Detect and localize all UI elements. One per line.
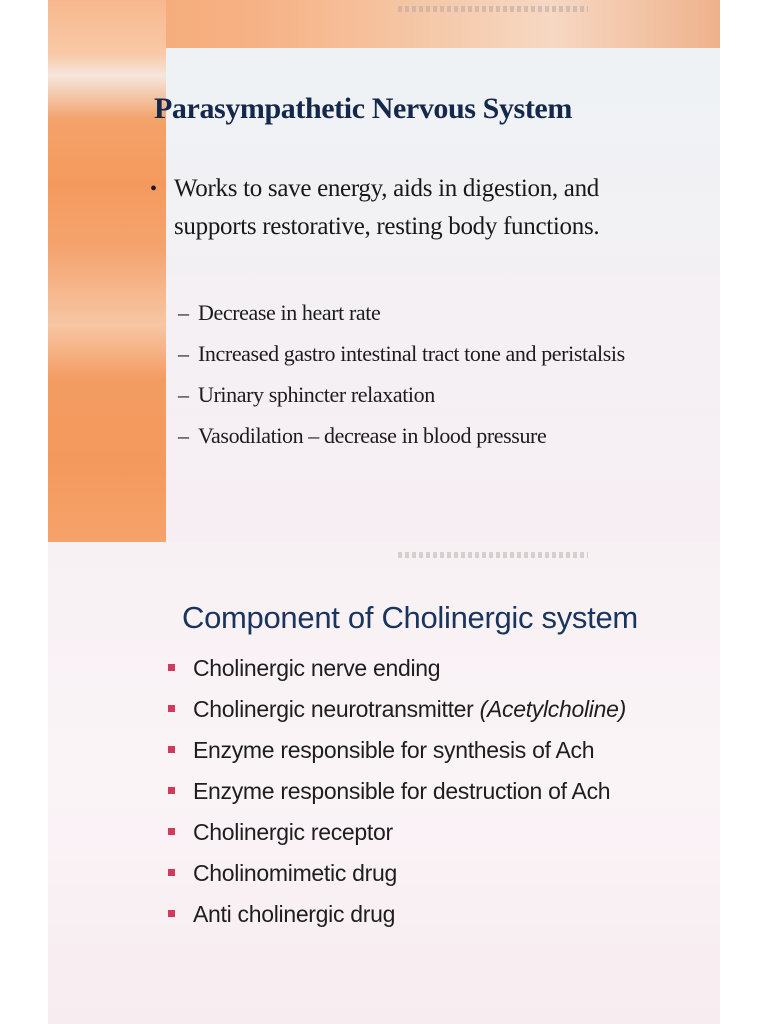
square-bullet-icon — [168, 746, 175, 753]
square-bullet-icon — [168, 910, 175, 917]
slide-top-sub-list — [178, 296, 648, 460]
bullet-dot-icon: • — [150, 178, 157, 200]
list-item: – Urinary sphincter relaxation — [178, 378, 648, 412]
list-item: – Decrease in heart rate — [178, 296, 648, 330]
slide-top-title: Parasympathetic Nervous System — [154, 92, 572, 125]
slide-top-main-bullet — [150, 170, 620, 246]
list-item: – Increased gastro intestinal tract tone and peristalsis — [178, 337, 648, 371]
slide-bottom-list — [168, 648, 626, 935]
dash-icon: – — [178, 300, 189, 325]
slide-cholinergic — [48, 542, 720, 1024]
square-bullet-icon — [168, 828, 175, 835]
list-item: Cholinomimetic drug — [168, 853, 626, 894]
slide-left-orange-band — [48, 0, 166, 542]
list-item: Enzyme responsible for destruction of Ach — [168, 771, 626, 812]
slide-bottom-title: Component of Cholinergic system — [182, 600, 638, 635]
list-item: – Vasodilation – decrease in blood pressure — [178, 419, 648, 453]
list-item: Cholinergic nerve ending — [168, 648, 626, 689]
slide-parasympathetic — [48, 0, 720, 542]
list-item: Cholinergic receptor — [168, 812, 626, 853]
dash-icon: – — [178, 382, 189, 407]
square-bullet-icon — [168, 664, 175, 671]
square-bullet-icon — [168, 787, 175, 794]
list-item: Cholinergic neurotransmitter (Acetylcholine) — [168, 689, 626, 730]
slide-bottom-header-smudge — [398, 552, 588, 558]
square-bullet-icon — [168, 705, 175, 712]
slide-top-header-smudge — [398, 6, 588, 12]
dash-icon: – — [178, 423, 189, 448]
dash-icon: – — [178, 341, 189, 366]
list-item: Enzyme responsible for synthesis of Ach — [168, 730, 626, 771]
square-bullet-icon — [168, 869, 175, 876]
list-item: Anti cholinergic drug — [168, 894, 626, 935]
slide-top-main-bullet-text: Works to save energy, aids in digestion, and supports restorative, resting body functions. — [174, 175, 600, 240]
